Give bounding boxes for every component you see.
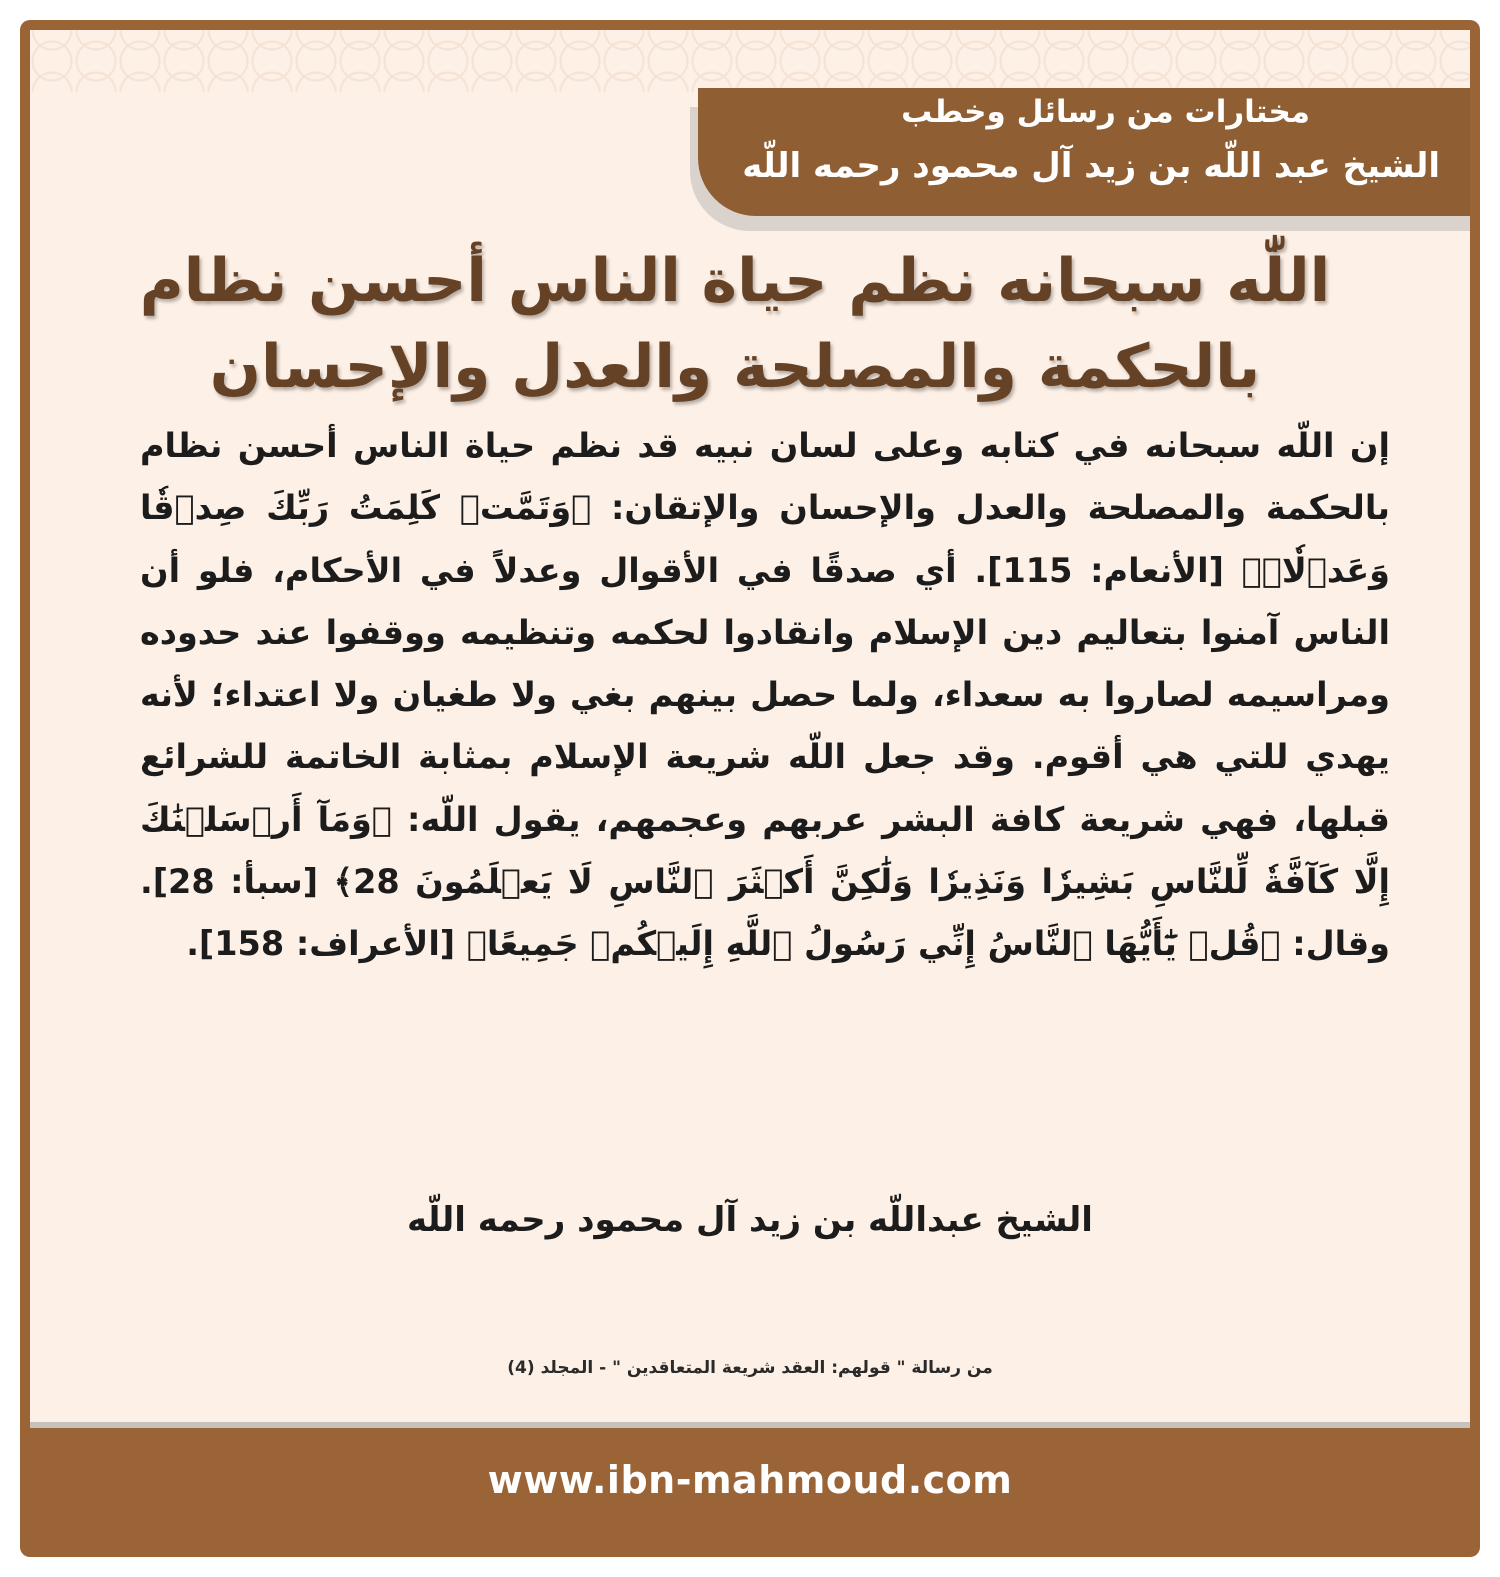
author-signature: الشيخ عبداللّه بن زيد آل محمود رحمه اللّه bbox=[407, 1200, 1093, 1240]
banner-author-name: الشيخ عبد اللّه بن زيد آل محمود رحمه اللّه bbox=[742, 146, 1440, 186]
footer-divider bbox=[30, 1422, 1470, 1428]
series-banner bbox=[698, 88, 1470, 216]
source-citation: من رسالة " قولهم: العقد شريعة المتعاقدين " - المجلد (4) bbox=[507, 1358, 993, 1378]
content-card bbox=[30, 30, 1470, 1425]
decorative-pattern bbox=[30, 30, 1470, 92]
article-headline bbox=[120, 238, 1350, 410]
article-body: إن اللّه سبحانه في كتابه وعلى لسان نبيه قد نظم حياة الناس أحسن نظام بالحكمة والمصلحة والعدل والإحسان والإتقان: ﴿وَتَمَّتۡ كَلِمَتُ رَبِّكَ صِدۡقٗا وَعَدۡلٗاۚ﴾ [الأنعام: 115]. أي صدقًا في الأقوال وعدلاً في الأحكام، فلو أن الناس آمنوا بتعاليم دين الإسلام وانقادوا لحكمه وتنظيمه ووقفوا عند حدوده ومراسيمه لصاروا به سعداء، ولما حصل بينهم بغي ولا طغيان ولا اعتداء؛ لأنه يهدي للتي هي أقوم. وقد جعل اللّه شريعة الإسلام بمثابة الخاتمة للشرائع قبلها، فهي شريعة كافة البشر عربهم وعجمهم، يقول اللّه: ﴿وَمَآ أَرۡسَلۡنَٰكَ إِلَّا كَآفَّةٗ لِّلنَّاسِ بَشِيرٗا وَنَذِيرٗا وَلَٰكِنَّ أَكۡثَرَ ٱلنَّاسِ لَا يَعۡلَمُونَ 28﴾ [سبأ: 28]. وقال: ﴿قُلۡ يَٰٓأَيُّهَا ٱلنَّاسُ إِنِّي رَسُولُ ٱللَّهِ إِلَيۡكُمۡ جَمِيعًا﴾ [الأعراف: 158]. bbox=[140, 426, 1390, 964]
website-url[interactable]: www.ibn-mahmoud.com bbox=[487, 1458, 1013, 1502]
banner-series-title: مختارات من رسائل وخطب bbox=[901, 94, 1310, 130]
headline-line-1: اللّٰه سبحانه نظم حياة الناس أحسن نظام bbox=[139, 246, 1331, 316]
headline-line-2: بالحكمة والمصلحة والعدل والإحسان bbox=[209, 332, 1261, 402]
